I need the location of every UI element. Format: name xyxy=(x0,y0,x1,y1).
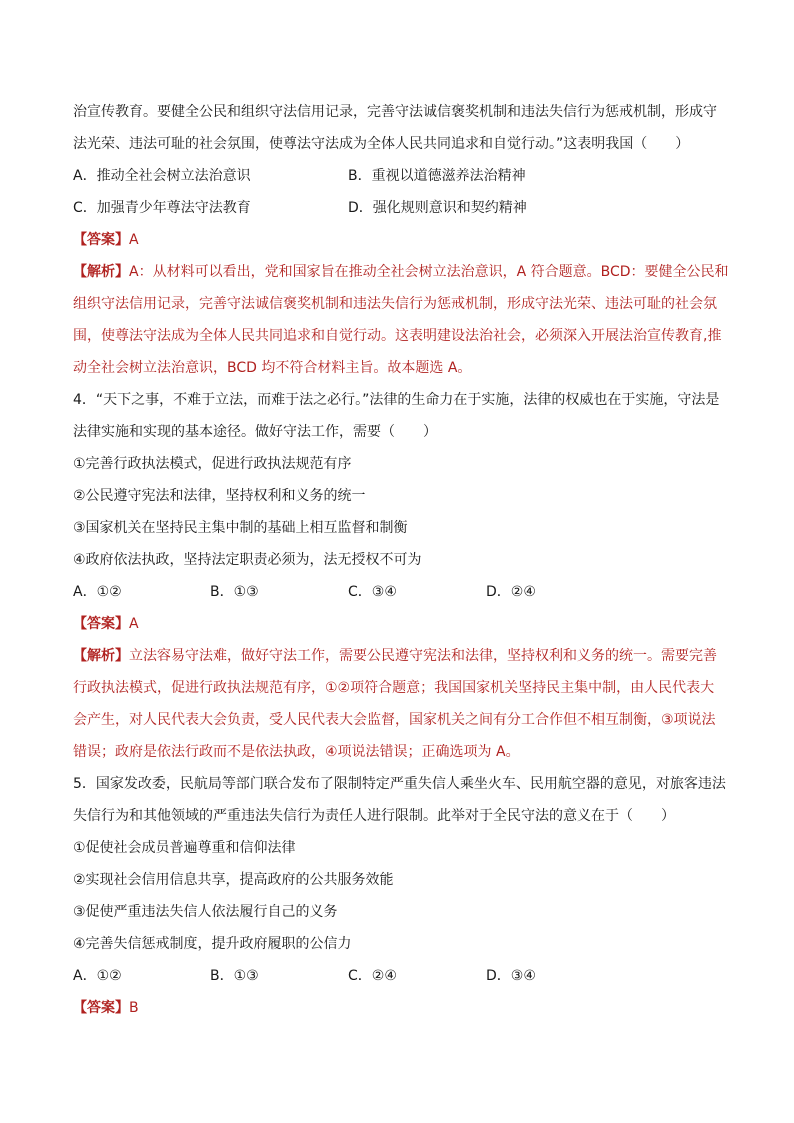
q4-option-a: A．①② xyxy=(73,584,122,600)
answer-tag: 【答案】 xyxy=(73,232,129,248)
analysis-tag: 【解析】 xyxy=(73,264,129,280)
q3-option-b: B．重视以道德滋养法治精神 xyxy=(348,168,526,184)
q5-stem-line: 失信行为和其他领域的严重违法失信行为责任人进行限制。此举对于全民守法的意义在于（ ） xyxy=(73,808,675,824)
q5-item: ④完善失信惩戒制度，提升政府履职的公信力 xyxy=(73,936,352,952)
answer-value: A xyxy=(129,616,139,632)
analysis-text: 立法容易守法难，做好守法工作，需要公民遵守宪法和法律，坚持权利和义务的统一。需要完善 xyxy=(129,648,717,664)
q5-option-c: C．②④ xyxy=(348,968,397,984)
q4-analysis-line: 错误；政府是依法行政而不是依法执政，④项说法错误；正确选项为 A。 xyxy=(73,744,520,760)
q3-analysis-line: 围，使尊法守法成为全体人民共同追求和自觉行动。这表明建设法治社会，必须深入开展法治宣传教育,推 xyxy=(73,328,722,344)
answer-tag: 【答案】 xyxy=(73,1000,129,1016)
q5-item: ①促使社会成员普遍尊重和信仰法律 xyxy=(73,840,296,856)
q4-stem-line: 法律实施和实现的基本途径。做好守法工作，需要（ ） xyxy=(73,424,437,440)
q3-stem-line: 法光荣、违法可耻的社会氛围，使尊法守法成为全体人民共同追求和自觉行动。”这表明我国（ ） xyxy=(73,136,690,152)
q4-item: ④政府依法执政，坚持法定职责必须为，法无授权不可为 xyxy=(73,552,422,568)
q4-option-c: C．③④ xyxy=(348,584,397,600)
answer-tag: 【答案】 xyxy=(73,616,129,632)
q5-item: ②实现社会信用信息共享，提高政府的公共服务效能 xyxy=(73,872,394,888)
analysis-text: A：从材料可以看出，党和国家旨在推动全社会树立法治意识，A 符合题意。BCD：要健全公民和 xyxy=(129,264,729,280)
q4-analysis-line: 会产生，对人民代表大会负责，受人民代表大会监督，国家机关之间有分工合作但不相互制衡，③项说法 xyxy=(73,712,716,728)
q4-item: ①完善行政执法模式，促进行政执法规范有序 xyxy=(73,456,352,472)
q3-analysis-line: 组织守法信用记录，完善守法诚信褒奖机制和违法失信行为惩戒机制，形成守法光荣、违法可耻的社会氛 xyxy=(73,296,717,312)
q4-option-d: D．②④ xyxy=(486,584,536,600)
q4-analysis-line: 行政执法模式，促进行政执法规范有序，①②项符合题意；我国国家机关坚持民主集中制，由人民代表大 xyxy=(73,680,715,696)
q5-option-b: B．①③ xyxy=(210,968,259,984)
q3-analysis-line xyxy=(73,262,729,282)
q3-answer xyxy=(73,230,139,250)
analysis-tag: 【解析】 xyxy=(73,648,129,664)
q4-item: ②公民遵守宪法和法律，坚持权利和义务的统一 xyxy=(73,488,366,504)
q4-option-b: B．①③ xyxy=(210,584,259,600)
q5-option-d: D．③④ xyxy=(486,968,536,984)
q5-answer xyxy=(73,998,139,1018)
q3-stem-line: 治宣传教育。要健全公民和组织守法信用记录，完善守法诚信褒奖机制和违法失信行为惩戒机制，形成守 xyxy=(73,104,717,120)
q4-answer xyxy=(73,614,139,634)
q4-stem-line: 4．“天下之事，不难于立法，而难于法之必行。”法律的生命力在于实施，法律的权威也在于实施，守法是 xyxy=(73,392,720,408)
q3-option-c: C．加强青少年尊法守法教育 xyxy=(73,200,251,216)
q3-option-d: D．强化规则意识和契约精神 xyxy=(348,200,527,216)
answer-value: A xyxy=(129,232,139,248)
answer-value: B xyxy=(129,1000,139,1016)
q5-item: ③促使严重违法失信人依法履行自己的义务 xyxy=(73,904,338,920)
q3-analysis-line: 动全社会树立法治意识，BCD 均不符合材料主旨。故本题选 A。 xyxy=(73,360,472,376)
q3-option-a: A．推动全社会树立法治意识 xyxy=(73,168,251,184)
q5-stem-line: 5．国家发改委，民航局等部门联合发布了限制特定严重失信人乘坐火车、民用航空器的意见，对旅客违法 xyxy=(73,776,726,792)
q5-option-a: A．①② xyxy=(73,968,122,984)
q4-item: ③国家机关在坚持民主集中制的基础上相互监督和制衡 xyxy=(73,520,408,536)
q4-analysis-line xyxy=(73,646,717,666)
